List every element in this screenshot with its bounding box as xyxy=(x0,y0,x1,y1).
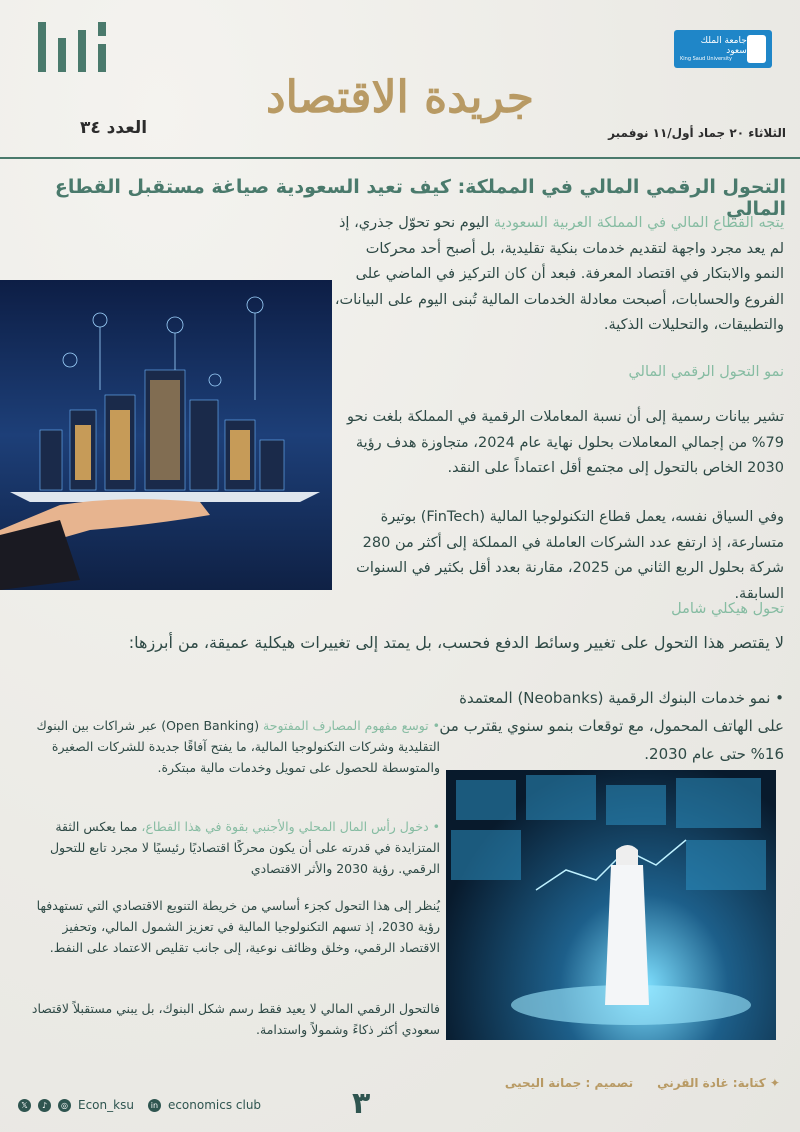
intro-text: اليوم نحو تحوّل جذري، إذ لم يعد مجرد واجهة لتقديم خدمات بنكية تقليدية، بل أصبح أحد محركات النمو والابتكار في اقتصاد المعرفة. فبعد أن كان التركيز في الماضي على الفروع والحسابات، أصبحت معادلة الخدمات المالية تُبنى اليوم على البيانات، والتطبيقات، والتحليلات الذكية. xyxy=(334,215,784,333)
social-links xyxy=(18,1098,261,1112)
subheading-growth: نمو التحول الرقمي المالي xyxy=(628,364,784,380)
article-headline: التحول الرقمي المالي في المملكة: كيف تعيد السعودية صياغة مستقبل القطاع المالي xyxy=(54,176,786,220)
bullet-open-banking-text: (Open Banking) عبر شراكات بين البنوك التقليدية وشركات التكنولوجيا المالية، ما يفتح آفاقًا جديدة للشركات الصغيرة والمتوسطة للحصول على تمويل وخدمات مالية مبتكرة. xyxy=(36,718,440,775)
paragraph-digital-transactions: تشير بيانات رسمية إلى أن نسبة المعاملات الرقمية في المملكة بلغت نحو 79% من إجمالي المعاملات بحلول نهاية عام 2024، متجاوزة هدف رؤية 2030 الخاص بالتحول إلى مجتمع أقل اعتماداً على النقد. xyxy=(347,409,784,476)
bullet-capital-accent: • دخول رأس المال المحلي والأجنبي بقوة في هذا القطاع، xyxy=(141,819,440,834)
tiktok-icon[interactable]: ♪ xyxy=(38,1099,51,1112)
masthead: جريدة الاقتصاد xyxy=(266,72,534,123)
ksu-logo-text: جامعة الملك سعود xyxy=(700,36,747,56)
linkedin-icon[interactable]: in xyxy=(148,1099,161,1112)
x-icon[interactable]: 𝕏 xyxy=(18,1099,31,1112)
paragraph-fintech: وفي السياق نفسه، يعمل قطاع التكنولوجيا المالية (FinTech) بوتيرة متسارعة، إذ ارتفع عدد الشركات العاملة في المملكة إلى أكثر من 280 شركة بحلول الربع الثاني من 2025، مقارنة بعدد أقل بكثير في السنوات السابقة. xyxy=(356,509,784,602)
subheading-structural: تحول هيكلي شامل xyxy=(671,601,784,617)
ksu-logo-en: King Saud University xyxy=(680,56,732,62)
intro-paragraph xyxy=(334,211,784,339)
ksu-logo xyxy=(674,30,772,68)
bullet-capital-text: مما يعكس الثقة المتزايدة في قدرته على أن يكون محركًا اقتصاديًا رئيسيًا لا مجرد تابع للتحول الرقمي. رؤية 2030 والأثر الاقتصادي xyxy=(49,819,440,876)
paragraph-vision-2030: يُنظر إلى هذا التحول كجزء أساسي من خريطة التنويع الاقتصادي التي تستهدفها رؤية 2030، إذ تسهم التكنولوجيا المالية في تعزيز الشمول المالي، وتحفيز الاقتصاد الرقمي، وخلق وظائف نوعية، إلى جانب تقليص الاعتماد على النفط. xyxy=(36,898,440,955)
intro-accent: يتجه القطاع المالي في المملكة العربية السعودية xyxy=(493,215,784,231)
linkedin-name[interactable]: economics club xyxy=(167,1098,262,1112)
instagram-icon[interactable]: ◎ xyxy=(58,1099,71,1112)
social-handle[interactable]: Econ_ksu xyxy=(78,1098,134,1112)
issue-date: الثلاثاء ٢٠ جماد أول/١١ نوفمبر xyxy=(608,126,786,140)
page-number: ٣ xyxy=(352,1086,371,1121)
bullet-capital xyxy=(30,816,440,879)
bullet-neobanks: • نمو خدمات البنوك الرقمية (Neobanks) المعتمدة على الهاتف المحمول، مع توقعات بنمو سنوي يقترب من 16% حتى عام 2030. xyxy=(439,689,784,763)
ksu-seal-icon xyxy=(747,35,766,63)
author-credit: ✦ كتابة: غادة القرني xyxy=(657,1076,780,1090)
credits xyxy=(505,1076,780,1090)
fintech-control-room-image xyxy=(446,770,776,1040)
header-divider xyxy=(0,157,800,159)
lead-sentence: لا يقتصر هذا التحول على تغيير وسائط الدفع فحسب، بل يمتد إلى تغييرات هيكلية عميقة، من أبرزها: xyxy=(128,633,784,652)
smart-city-tablet-image xyxy=(0,280,332,590)
bullet-open-banking xyxy=(30,715,440,778)
issue-number: العدد ٣٤ xyxy=(80,118,148,138)
designer-credit: تصميم : جمانة اليحيى xyxy=(504,1076,634,1090)
club-logo xyxy=(38,22,106,72)
paragraph-conclusion: فالتحول الرقمي المالي لا يعيد فقط رسم شكل البنوك، بل يبني مستقبلاً لاقتصاد سعودي أكثر ذكاءً وشمولاً واستدامة. xyxy=(31,1001,440,1037)
bullet-open-banking-accent: • توسع مفهوم المصارف المفتوحة xyxy=(263,718,440,733)
